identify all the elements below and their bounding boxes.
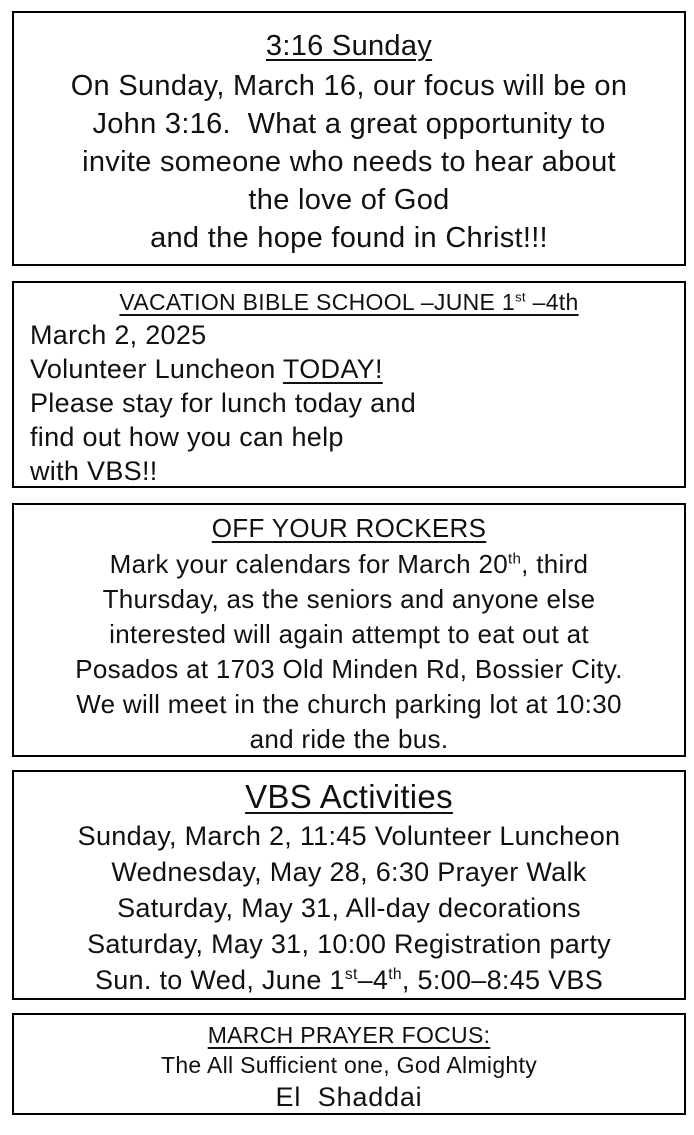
luncheon-today-underlined: TODAY! <box>282 354 383 384</box>
activity-line: Saturday, May 31, 10:00 Registration party <box>87 929 611 959</box>
line-segment: Sun. to Wed, June 1 <box>94 965 345 995</box>
activity-line: Wednesday, May 28, 6:30 Prayer Walk <box>111 857 587 887</box>
superscript-th: th <box>507 550 522 568</box>
box-vacation-bible-school <box>12 281 686 488</box>
line-segment: , 5:00–8:45 VBS <box>401 965 604 995</box>
line-segment: , third <box>521 549 589 579</box>
superscript-th: th <box>388 966 402 983</box>
text-line-luncheon <box>14 352 684 386</box>
luncheon-prefix: Volunteer Luncheon <box>30 354 283 384</box>
text-line: On Sunday, March 16, our focus will be on <box>70 70 628 102</box>
vbs-activities-title <box>14 776 684 818</box>
line-segment: –4 <box>357 965 389 995</box>
text-line-date: March 2, 2025 <box>30 320 207 350</box>
title-segment: VACATION BIBLE SCHOOL –JUNE 1 <box>119 289 515 315</box>
box-316-sunday <box>12 11 686 266</box>
box-vbs-activities <box>12 770 686 1000</box>
text-line: the love of God <box>248 184 450 216</box>
line-segment: Mark your calendars for March 20 <box>109 549 508 579</box>
vbs-school-title-text <box>119 289 578 315</box>
text-line: find out how you can help <box>30 422 344 452</box>
prayer-focus-description: The All Sufficient one, God Almighty <box>160 1052 538 1078</box>
vbs-activities-title-text: VBS Activities <box>245 778 453 815</box>
vbs-school-title <box>14 286 684 318</box>
text-line: interested will again attempt to eat out at <box>109 619 589 649</box>
box-off-your-rockers <box>12 503 686 757</box>
text-line: John 3:16. What a great opportunity to <box>92 108 606 140</box>
text-line: and ride the bus. <box>249 724 449 754</box>
text-line <box>14 547 684 582</box>
text-line: We will meet in the church parking lot at 10:30 <box>76 689 622 719</box>
superscript-st: st <box>514 289 526 305</box>
prayer-focus-title <box>14 1020 684 1050</box>
activity-line: Saturday, May 31, All-day decorations <box>117 893 581 923</box>
rockers-title <box>14 509 684 547</box>
superscript-st: st <box>344 966 358 983</box>
activity-line <box>14 962 684 998</box>
box-march-prayer-focus <box>12 1013 686 1115</box>
prayer-focus-title-text: MARCH PRAYER FOCUS: <box>207 1022 491 1048</box>
activity-line: Sunday, March 2, 11:45 Volunteer Luncheon <box>77 821 621 851</box>
text-line: and the hope found in Christ!!! <box>150 222 548 254</box>
rockers-title-text: OFF YOUR ROCKERS <box>211 513 487 543</box>
title-segment: –4th <box>525 289 579 315</box>
text-line: Posados at 1703 Old Minden Rd, Bossier City. <box>75 654 623 684</box>
box-316-title-text: 3:16 Sunday <box>265 30 433 62</box>
text-line: Please stay for lunch today and <box>30 388 417 418</box>
box-316-title <box>14 25 684 67</box>
text-line: with VBS!! <box>30 456 158 486</box>
text-line: invite someone who needs to hear about <box>82 146 616 178</box>
prayer-focus-name: El Shaddai <box>275 1082 423 1112</box>
text-line: Thursday, as the seniors and anyone else <box>102 584 596 614</box>
